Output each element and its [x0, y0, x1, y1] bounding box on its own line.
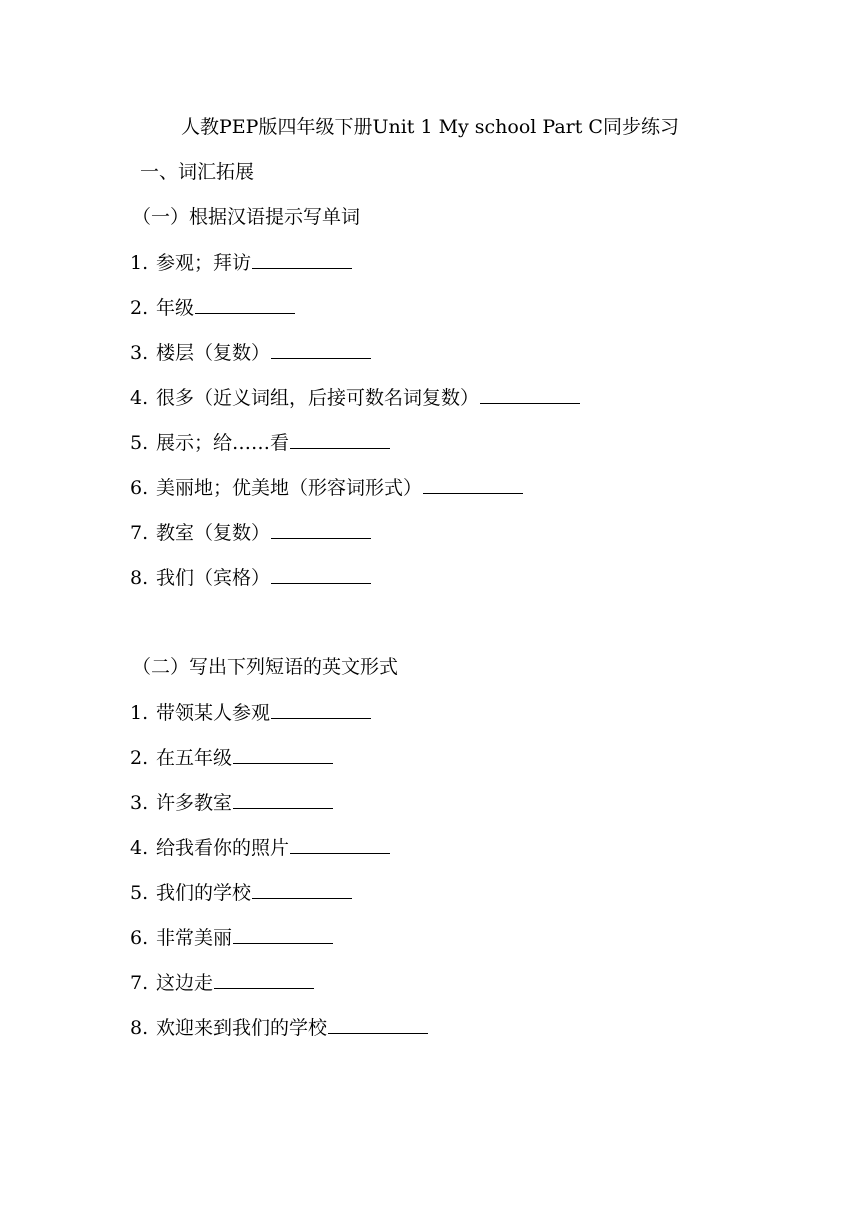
answer-blank[interactable] [233, 924, 333, 944]
part1-item [130, 294, 295, 321]
answer-blank[interactable] [328, 1014, 428, 1034]
item-number: 8. [130, 567, 149, 589]
item-prompt: 带领某人参观 [156, 702, 271, 724]
item-number: 7. [130, 972, 149, 994]
part2-item [130, 744, 333, 771]
answer-blank[interactable] [195, 294, 295, 314]
item-prompt: 教室（复数） [156, 522, 271, 544]
answer-blank[interactable] [480, 384, 580, 404]
item-number: 4. [130, 837, 149, 859]
part1-item [130, 564, 371, 591]
answer-blank[interactable] [423, 474, 523, 494]
item-number: 7. [130, 522, 149, 544]
answer-blank[interactable] [271, 339, 371, 359]
item-prompt: 许多教室 [156, 792, 233, 814]
item-prompt: 我们（宾格） [156, 567, 271, 589]
part2-item [130, 1014, 428, 1041]
item-prompt: 这边走 [156, 972, 214, 994]
part1-item [130, 249, 352, 276]
part2-item [130, 699, 371, 726]
page-title: 人教PEP版四年级下册Unit 1 My school Part C同步练习 [181, 116, 679, 138]
answer-blank[interactable] [290, 429, 390, 449]
answer-blank[interactable] [233, 789, 333, 809]
answer-blank[interactable] [271, 564, 371, 584]
answer-blank[interactable] [290, 834, 390, 854]
answer-blank[interactable] [214, 969, 314, 989]
part1-item [130, 339, 371, 366]
item-prompt: 欢迎来到我们的学校 [156, 1017, 328, 1039]
part1-item [130, 519, 371, 546]
part1-heading: （一）根据汉语提示写单词 [132, 206, 361, 228]
answer-blank[interactable] [233, 744, 333, 764]
part2-item [130, 879, 352, 906]
item-number: 6. [130, 927, 149, 949]
part2-item [130, 789, 333, 816]
answer-blank[interactable] [252, 879, 352, 899]
item-prompt: 展示；给……看 [156, 432, 290, 454]
item-prompt: 在五年级 [156, 747, 233, 769]
answer-blank[interactable] [252, 249, 352, 269]
item-number: 5. [130, 882, 149, 904]
section-heading-vocabulary: 一、词汇拓展 [140, 161, 255, 183]
answer-blank[interactable] [271, 519, 371, 539]
item-number: 1. [130, 702, 149, 724]
item-prompt: 很多（近义词组，后接可数名词复数） [156, 387, 480, 409]
item-number: 8. [130, 1017, 149, 1039]
item-number: 6. [130, 477, 149, 499]
item-number: 4. [130, 387, 149, 409]
item-prompt: 年级 [156, 297, 195, 319]
item-number: 3. [130, 792, 149, 814]
answer-blank[interactable] [271, 699, 371, 719]
item-prompt: 参观；拜访 [156, 252, 252, 274]
part2-item [130, 834, 390, 861]
part2-item [130, 924, 333, 951]
item-prompt: 非常美丽 [156, 927, 233, 949]
item-number: 1. [130, 252, 149, 274]
item-number: 3. [130, 342, 149, 364]
part1-item [130, 384, 580, 411]
item-number: 2. [130, 297, 149, 319]
item-number: 2. [130, 747, 149, 769]
item-prompt: 给我看你的照片 [156, 837, 290, 859]
part2-heading: （二）写出下列短语的英文形式 [132, 656, 399, 678]
item-prompt: 楼层（复数） [156, 342, 271, 364]
part2-item [130, 969, 314, 996]
item-prompt: 美丽地；优美地（形容词形式） [156, 477, 423, 499]
part1-item [130, 429, 390, 456]
item-prompt: 我们的学校 [156, 882, 252, 904]
item-number: 5. [130, 432, 149, 454]
part1-item [130, 474, 523, 501]
